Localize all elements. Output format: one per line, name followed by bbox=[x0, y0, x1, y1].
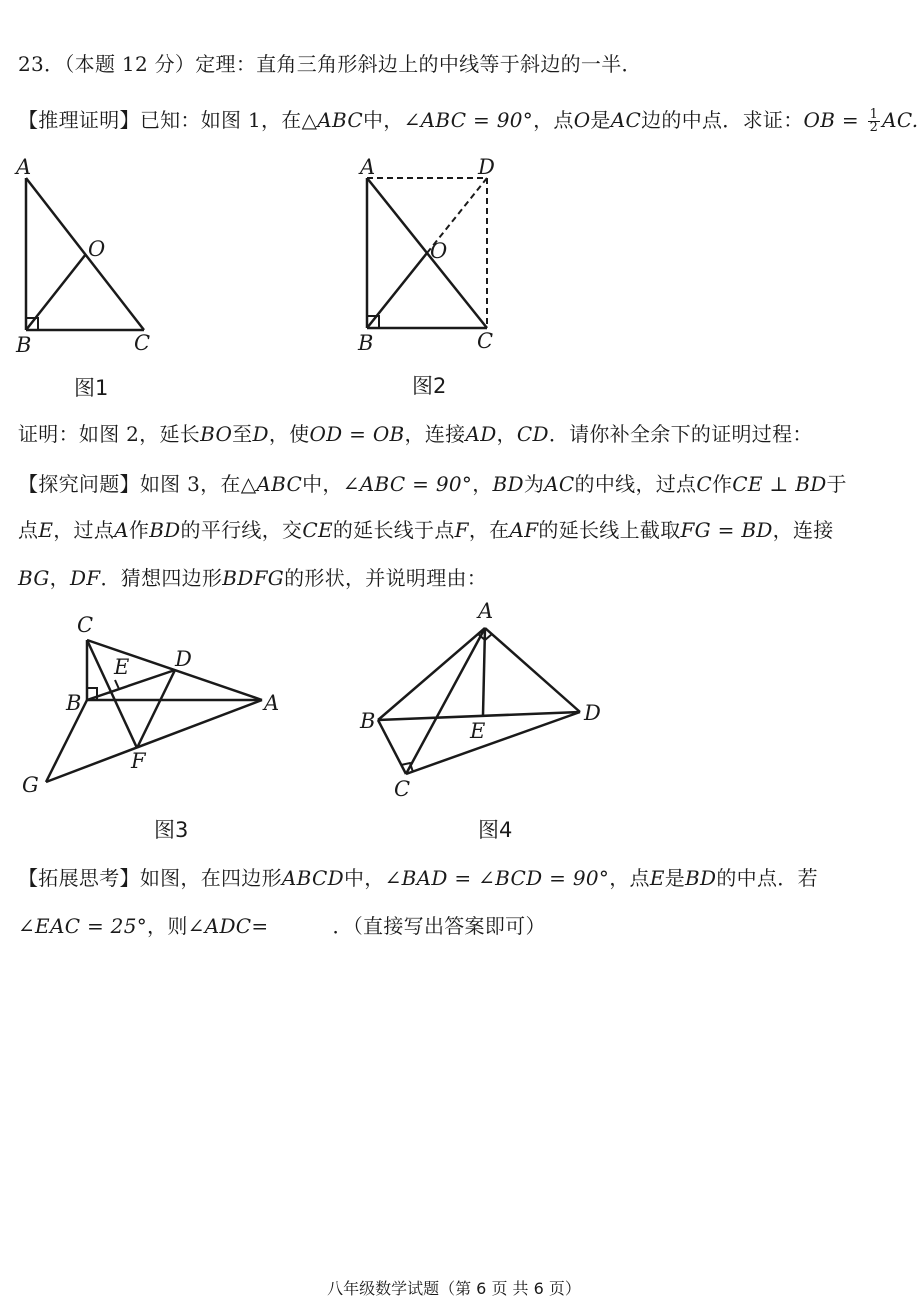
part3-line-1: 【拓展思考】如图，在四边形ABCD中，∠BAD = ∠BCD = 90°，点E是BD的中点．若 bbox=[18, 866, 818, 890]
fig3-label-d: D bbox=[175, 647, 192, 671]
fig1-label-c: C bbox=[134, 331, 151, 355]
figure-2-caption: 图2 bbox=[412, 374, 447, 398]
fig3-label-b: B bbox=[66, 691, 82, 715]
fig4-label-d: D bbox=[584, 701, 601, 725]
problem-header bbox=[18, 48, 642, 77]
fig4-label-e: E bbox=[470, 719, 486, 743]
fig3-label-e: E bbox=[114, 655, 130, 679]
fig2-label-b: B bbox=[358, 331, 374, 355]
part1-tag: 【推理证明】 bbox=[18, 108, 140, 132]
fig2-label-d: D bbox=[478, 155, 495, 179]
figure-3 bbox=[0, 600, 300, 810]
theorem-text: 定理：直角三角形斜边上的中线等于斜边的一半． bbox=[195, 52, 642, 76]
fig4-label-b: B bbox=[360, 709, 376, 733]
figure-3-caption: 图3 bbox=[154, 818, 189, 842]
proof-statement: 证明：如图 2，延长BO至D，使OD = OB，连接AD，CD．请你补全余下的证明过程： bbox=[18, 422, 813, 446]
fig2-label-c: C bbox=[477, 329, 494, 353]
part1-statement: 【推理证明】已知：如图 1，在△ABC中，∠ABC = 90°，点O是AC边的中点．求证：OB = $\frac{1}{2}$ AC. bbox=[18, 107, 918, 135]
fig1-label-b: B bbox=[16, 333, 32, 357]
part2-line-1: 【探究问题】如图 3，在△ABC中，∠ABC = 90°，BD为AC的中线，过点C作CE ⊥ BD于 bbox=[18, 472, 847, 496]
figure-4 bbox=[340, 598, 620, 808]
fig2-label-o: O bbox=[430, 239, 448, 263]
fig3-label-c: C bbox=[77, 613, 94, 637]
fig3-label-a: A bbox=[264, 691, 280, 715]
fig4-label-a: A bbox=[478, 599, 494, 623]
fig2-label-a: A bbox=[360, 155, 376, 179]
fig3-label-f: F bbox=[131, 749, 146, 773]
fig4-label-c: C bbox=[394, 777, 411, 801]
figure-4-caption: 图4 bbox=[478, 818, 513, 842]
part2-line-3: BG，DF．猜想四边形BDFG的形状，并说明理由： bbox=[18, 566, 488, 590]
fig1-label-a: A bbox=[16, 155, 32, 179]
part2-tag: 【探究问题】 bbox=[18, 472, 140, 496]
problem-score: （本题 12 分） bbox=[64, 52, 196, 76]
part2-line-2: 点E，过点A作BD的平行线，交CE的延长线于点F，在AF的延长线上截取FG = BD，连接 bbox=[18, 518, 834, 542]
fig1-label-o: O bbox=[88, 237, 106, 261]
figure-1-caption: 图1 bbox=[74, 376, 109, 400]
figure-2 bbox=[340, 150, 540, 360]
part3-line-2: ∠EAC = 25°，则∠ADC= ．（直接写出答案即可） bbox=[18, 914, 546, 938]
problem-number: 23． bbox=[18, 52, 65, 76]
part3-tag: 【拓展思考】 bbox=[18, 866, 140, 890]
fraction-one-half: $\frac{1}{2}$ bbox=[869, 107, 879, 135]
figure-1 bbox=[0, 150, 200, 360]
fig3-label-g: G bbox=[22, 773, 39, 797]
page-footer: 八年级数学试题（第 6 页 共 6 页） bbox=[327, 1279, 581, 1298]
